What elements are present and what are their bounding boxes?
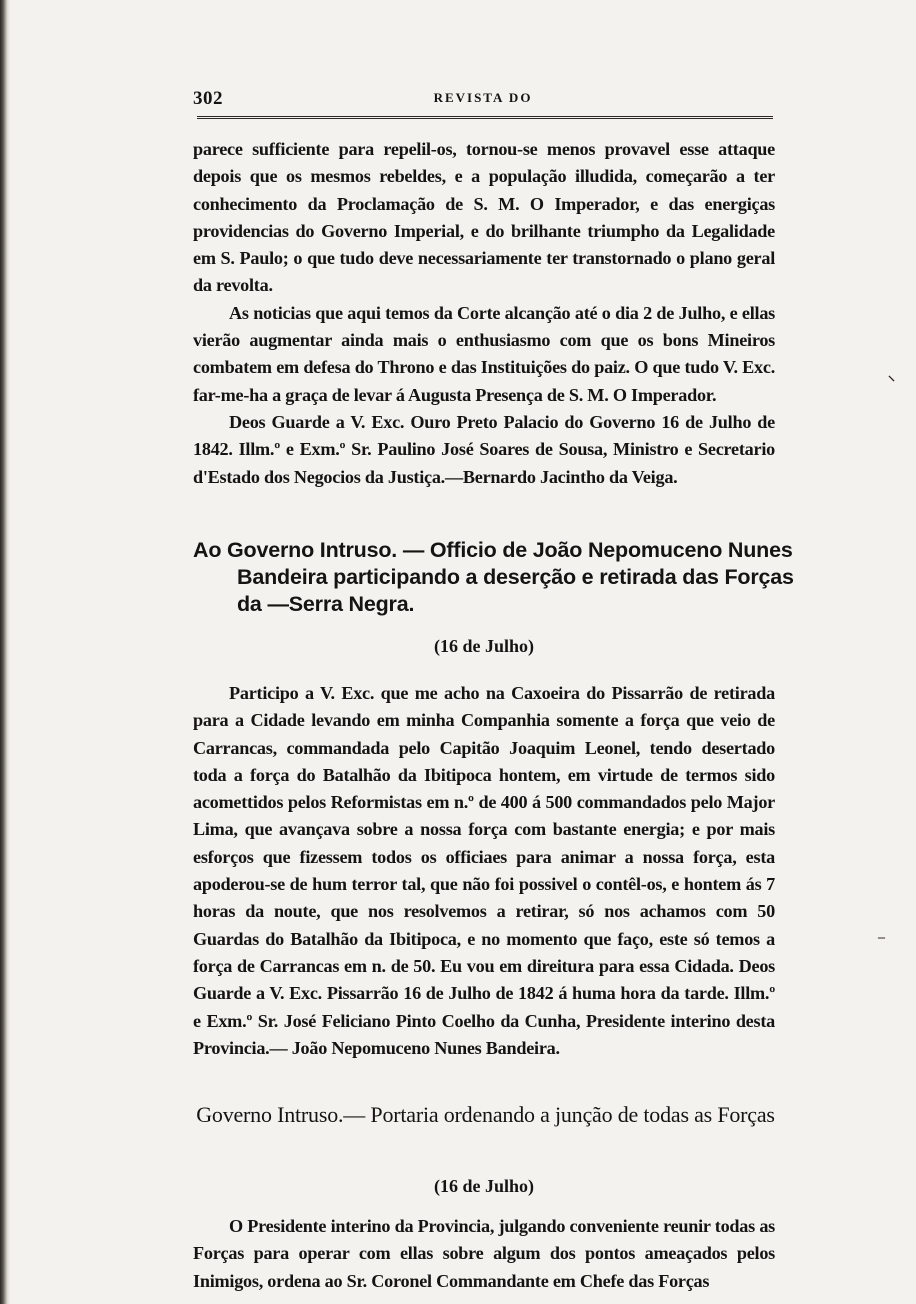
section1-text (193, 136, 775, 491)
section2-text (193, 680, 775, 1062)
section3-date: (16 de Julho) (433, 1176, 534, 1196)
section2-date: (16 de Julho) (433, 636, 534, 656)
section3-paragraph: O Presidente interino da Provincia, julgando conveniente reunir todas as Forças para operar com ellas sobre algum dos pontos ameaçados pelos Inimigos, ordena ao Sr. Coronel Commandante em Chefe das Forças (193, 1216, 775, 1291)
section2-paragraph: Participo a V. Exc. que me acho na Caxoeira do Pissarrão de retirada para a Cidade levando em minha Companhia somente a força que veio de Carrancas, commandada pelo Capitão Joaquim Leonel, tendo desertado toda a força do Batalhão da Ibitipoca hontem, em virtude de termos sido acomettidos pelos Reformistas em n.º de 400 á 500 commandados pelo Major Lima, que avançava sobre a nossa força com bastante energia; e por mais esforços que fizessem todos os officiaes para animar a nossa força, esta apoderou-se de hum terror tal, que não foi possivel o contêl-os, e hontem ás 7 horas da noute, que nos resolvemos a retirar, só nos achamos com 50 Guardas do Batalhão da Ibitipoca, e no momento que faço, este só temos a força de Carrancas em n. de 50. Eu vou em direitura para essa Cidada. Deos Guarde a V. Exc. Pissarrão 16 de Julho de 1842 á huma hora da tarde. Illm.º e Exm.º Sr. José Feliciano Pinto Coelho da Cunha, Presidente interino desta Provincia.— João Nepomuceno Nunes Bandeira. (193, 683, 775, 1058)
section2-heading: Ao Governo Intruso. — Officio de João Nepomuceno Nunes Bandeira participando a deserção e retirada das Forças da —Serra Negra. (193, 538, 794, 616)
section3-text (193, 1213, 775, 1295)
page-number: 302 (193, 88, 223, 109)
section1-paragraph-3: Deos Guarde a V. Exc. Ouro Preto Palacio do Governo 16 de Julho de 1842. Illm.º e Exm.º Sr. Paulino José Soares de Sousa, Ministro e Secretario d'Estado dos Negocios da Justiça.—Bernardo Jacintho da Veiga. (193, 411, 775, 487)
margin-mark: – (878, 930, 885, 945)
page-binding-edge (0, 0, 10, 1304)
section1-paragraph-1: parece sufficiente para repelil-os, tornou-se menos provavel esse attaque depois que os mesmos rebeldes, e a população illudida, começarão a ter conhecimento da Proclamação de S. M. O Imperador, e das energiças providencias do Governo Imperial, e do brilhante triumpho da Legalidade em S. Paulo; o que tudo deve necessariamente ter transtornado o plano geral da revolta. (193, 139, 775, 296)
margin-mark: ⸜ (888, 369, 895, 384)
header-rule (197, 116, 773, 119)
section1-paragraph-2: As noticias que aqui temos da Corte alcanção até o dia 2 de Julho, e ellas vierão augmentar ainda mais o enthusiasmo com que os bons Mineiros combatem em defesa do Throno e das Instituições do paiz. O que tudo V. Exc. far-me-ha a graça de levar á Augusta Presença de S. M. O Imperador. (193, 302, 775, 405)
running-title: REVISTA DO (433, 90, 533, 105)
running-head (193, 86, 773, 112)
section3-heading: Governo Intruso.— Portaria ordenando a junção de todas as Forças (196, 1102, 775, 1127)
